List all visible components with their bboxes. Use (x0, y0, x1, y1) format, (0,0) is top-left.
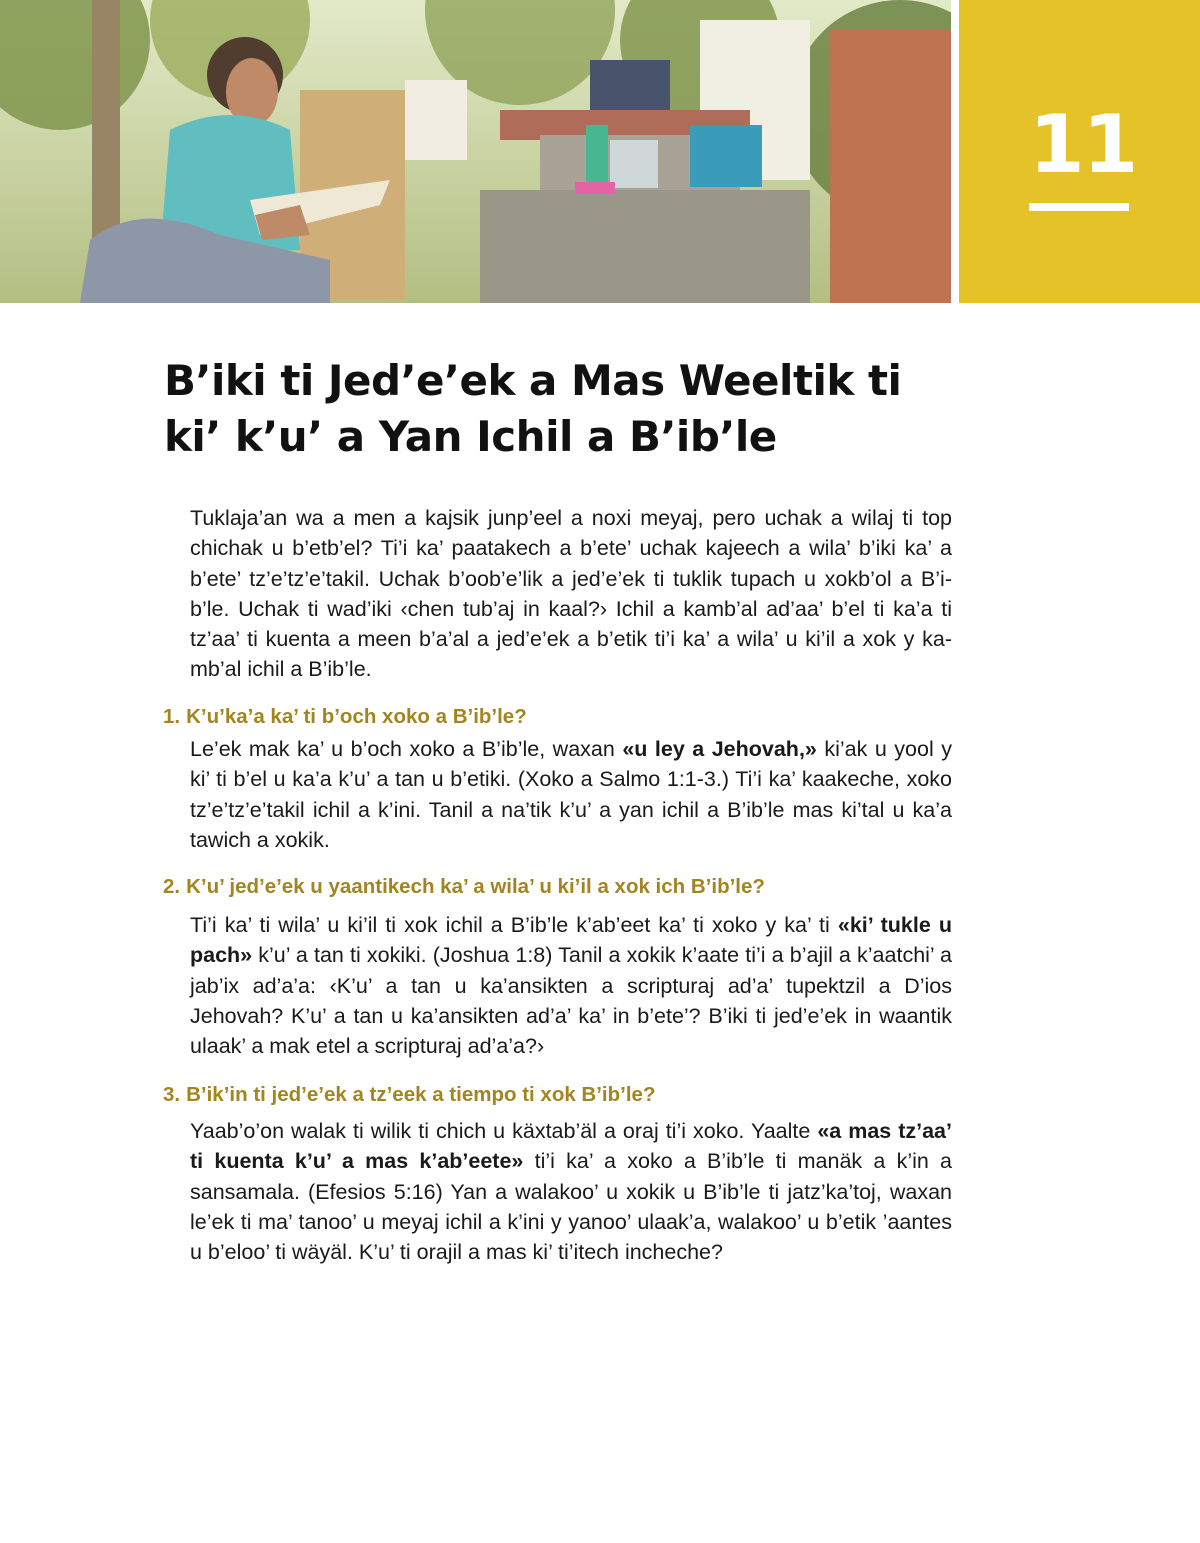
question-text: B’ik’in ti jed’e’ek a tz’eek a tiempo ti xok B’ib’le? (186, 1083, 656, 1106)
question-number: 2. (163, 875, 181, 898)
question-text: K’u’ka’a ka’ ti b’och xoko a B’ib’le? (186, 705, 527, 728)
question-1 (163, 703, 963, 731)
answer-3 (190, 1116, 952, 1267)
question-2 (163, 873, 963, 901)
answer-text: Ti’i ka’ ti wila’ u ki’il ti xok ichil a B’ib’le k’ab’eet ka’ ti xoko y ka’ ti (190, 913, 838, 937)
answer-2 (190, 910, 952, 1061)
woman-reading-bible-photo (0, 0, 951, 303)
question-text: K’u’ jed’e’ek u yaantikech ka’ a wila’ u ki’il a xok ich B’ib’le? (186, 875, 765, 898)
question-number: 3. (163, 1083, 181, 1106)
chapter-badge (959, 0, 1200, 303)
title-line-1: B’iki ti Jed’e’ek a Mas Weeltik ti (164, 356, 902, 405)
page-title (164, 353, 964, 465)
answer-emphasis: «u ley a Jehovah,» (622, 737, 817, 761)
answer-text: Le’ek mak ka’ u b’och xoko a B’ib’le, waxan (190, 737, 623, 761)
answer-1 (190, 734, 952, 855)
chapter-number: 11 (1029, 98, 1137, 191)
intro-paragraph: Tuklaja’an wa a men a kajsik junp’eel a noxi meyaj, pero uchak a wilaj ti top chichak u b’etb’el? Ti’i ka’ paatakech a b’ete’ uchak kajeech a wila’ b’iki ka’ a b’ete’ tz’e’tz’e’takil. Uchak b’oob’e’lik a jed’e’ek ti tuklik tupach u xokb’ol a B’i-b’le. Uchak ti wad’iki ‹chen tub’aj in kaal?› Ichil a kamb’al ad’aa’ b’el ti ka’a ti tz’aa’ ti kuenta a meen b’a’al a jed’e’ek a b’etik ti’i ka’ a wila’ u ki’il a xok y ka-mb’al ichil a B’ib’le. (190, 506, 952, 682)
question-number: 1. (163, 705, 181, 728)
answer-text: Yaab’o’on walak ti wilik ti chich u käxtab’äl a oraj ti’i xoko. Yaalte (190, 1119, 818, 1143)
answer-text: k’u’ a tan ti xokiki. (Joshua 1:8) Tanil a xokik k’aate ti’i a b’ajil a k’aatchi’ a jab’ix ad’a’a: ‹K’u’ a tan u ka’ansikten a scripturaj ad’a’ tupektzil a D’ios Jehovah? K’u’ a tan u ka’ansikten ad’a’ ka’ in b’ete’? B’iki ti jed’e’ek in waantik ulaak’ a mak etel a scripturaj ad’a’a?› (190, 943, 952, 1059)
answer-emphasis: «ki’ tukle u pach» (190, 913, 952, 968)
answer-text: ki’ak u yool y ki’ ti b’el u ka’a k’u’ a tan u b’etiki. (Xoko a Salmo 1:1-3.) Ti’i ka’ kaakeche, xoko tz’e’tz’e’takil ichil a k’ini. Tanil a na’tik k’u’ a yan ichil a B’ib’le mas ki’tal u ka’a tawich a xokik. (190, 737, 952, 852)
title-line-2: ki’ k’u’ a Yan Ichil a B’ib’le (164, 412, 777, 461)
answer-emphasis: «a mas tz’aa’ ti kuenta k’u’ a mas k’ab’eete» (190, 1119, 952, 1174)
chapter-underline (1029, 203, 1129, 211)
answer-text: ti’i ka’ a xoko a B’ib’le ti manäk a k’in a sansamala. (Efesios 5:16) Yan a walakoo’ u xokik u B’ib’le ti jatz’ka’toj, waxan le’ek ti ma’ tanoo’ u meyaj ichil a k’ini y yanoo’ ulaak’a, walakoo’ u b’etik ’aantes u b’eloo’ ti wäyäl. K’u’ ti orajil a mas ki’ ti’itech incheche? (190, 1149, 953, 1265)
question-3 (163, 1081, 963, 1109)
header-photo (0, 0, 951, 303)
